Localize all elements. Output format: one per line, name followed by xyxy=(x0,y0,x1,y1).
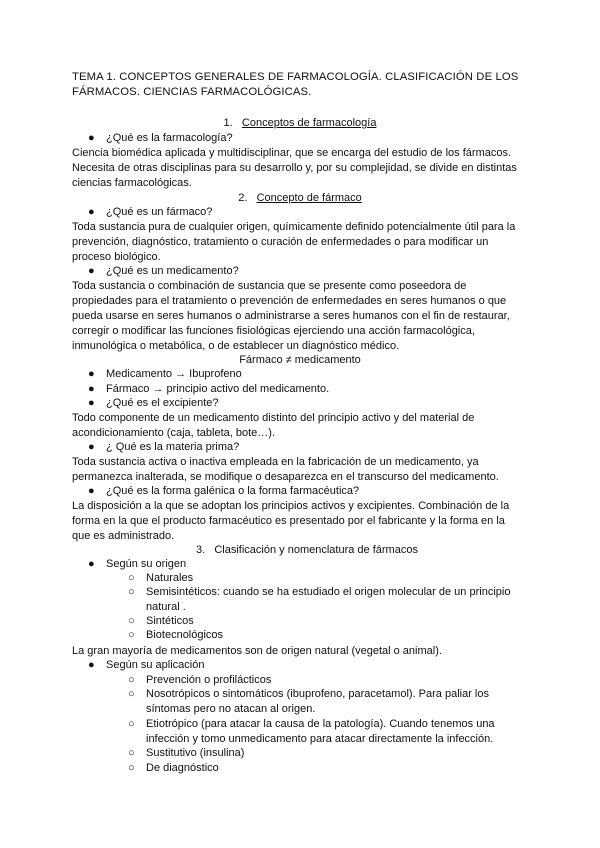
question-materia-prima: ¿ Qué es la materia prima? xyxy=(106,441,240,453)
paragraph-line: permanezca inalterada, se modifique o desaparezca en el transcurso del medicamento. xyxy=(72,471,499,483)
origen-item: Semisintéticos: cuando se ha estudiado el origen molecular de un principio xyxy=(146,586,511,598)
disc-bullet-icon: ● xyxy=(88,659,95,671)
classification-origen: Según su origen xyxy=(106,558,187,570)
paragraph-line: que es administrado. xyxy=(72,530,175,542)
circle-bullet-icon: ○ xyxy=(128,615,135,627)
farmaco-neq-medicamento: Fármaco ≠ medicamento xyxy=(239,354,361,366)
paragraph-line: Toda sustancia o combinación de sustancia que se presente como poseedora de xyxy=(72,280,467,292)
disc-bullet-icon: ● xyxy=(88,397,95,409)
disc-bullet-icon: ● xyxy=(88,383,95,395)
section-3-number: 3. xyxy=(196,544,206,556)
question-farmaco: ¿Qué es un fármaco? xyxy=(106,206,213,218)
paragraph-line: proceso biológico. xyxy=(72,251,161,263)
circle-bullet-icon: ○ xyxy=(128,747,135,759)
question-forma-galenica: ¿Qué es la forma galénica o la forma farmacéutica? xyxy=(106,485,360,497)
aplicacion-item: Etiotrópico (para atacar la causa de la patología). Cuando tenemos una xyxy=(146,718,495,730)
section-1-number: 1. xyxy=(223,117,233,129)
aplicacion-item: De diagnóstico xyxy=(146,762,219,774)
classification-aplicacion: Según su aplicación xyxy=(106,659,205,671)
paragraph-line: Ciencia biomédica aplicada y multidisciplinar, que se encarga del estudio de los fármacos. xyxy=(72,147,512,159)
paragraph-line: corregir o modificar las funciones fisiológicas ejerciendo una acción farmacológica, xyxy=(72,325,475,337)
paragraph-line: prevención, diagnóstico, tratamiento o curación de enfermedades o para modificar un xyxy=(72,236,489,248)
aplicacion-item-continuation: síntomas pero no atacan al origen. xyxy=(146,703,316,715)
example-farmaco: Fármaco → principio activo del medicamento. xyxy=(106,383,330,395)
circle-bullet-icon: ○ xyxy=(128,586,135,598)
origen-item: Biotecnológicos xyxy=(146,629,224,641)
circle-bullet-icon: ○ xyxy=(128,674,135,686)
section-2-title: Concepto de fármaco xyxy=(256,192,362,204)
disc-bullet-icon: ● xyxy=(88,558,95,570)
question-medicamento: ¿Qué es un medicamento? xyxy=(106,265,239,277)
aplicacion-item: Prevención o profilácticos xyxy=(146,674,272,686)
origen-item: Sintéticos xyxy=(146,615,194,627)
paragraph-line: Todo componente de un medicamento distinto del principio activo y del material de xyxy=(72,412,475,424)
circle-bullet-icon: ○ xyxy=(128,762,135,774)
disc-bullet-icon: ● xyxy=(88,485,95,497)
origen-item: Naturales xyxy=(146,572,194,584)
paragraph-line: acondicionamiento (caja, tableta, bote…). xyxy=(72,427,276,439)
paragraph-line: La disposición a la que se adoptan los principios activos y excipientes. Combinación de la xyxy=(72,500,510,512)
paragraph-line: forma en la que el producto farmacéutico es presentado por el fabricante y la forma en la xyxy=(72,515,505,527)
question-excipiente: ¿Qué es el excipiente? xyxy=(106,397,219,409)
paragraph-line: Toda sustancia pura de cualquier origen, químicamente definido potencialmente útil para la xyxy=(72,221,516,233)
origen-item-continuation: natural . xyxy=(146,601,186,613)
document-title-line-2: FÁRMACOS. CIENCIAS FARMACOLÓGICAS. xyxy=(72,86,312,98)
paragraph-line: La gran mayoría de medicamentos son de origen natural (vegetal o animal). xyxy=(72,645,442,657)
section-1-heading xyxy=(0,116,600,130)
circle-bullet-icon: ○ xyxy=(128,688,135,700)
paragraph-line: inmunológica o metabólica, o de establecer un diagnóstico médico. xyxy=(72,340,400,352)
circle-bullet-icon: ○ xyxy=(128,629,135,641)
aplicacion-item-continuation: infección y tomo unmedicamento para atacar directamente la infección. xyxy=(146,733,494,745)
section-3-heading xyxy=(196,543,418,557)
paragraph-line: ciencias farmacológicas. xyxy=(72,177,192,189)
paragraph-line: Toda sustancia activa o inactiva empleada en la fabricación de un medicamento, ya xyxy=(72,456,479,468)
disc-bullet-icon: ● xyxy=(88,368,95,380)
section-1-title: Conceptos de farmacología xyxy=(241,117,377,129)
section-2-heading xyxy=(0,191,600,205)
aplicacion-item: Nosotrópicos o sintomáticos (ibuprofeno, paracetamol). Para paliar los xyxy=(146,688,489,700)
disc-bullet-icon: ● xyxy=(88,132,95,144)
circle-bullet-icon: ○ xyxy=(128,718,135,730)
section-2-number: 2. xyxy=(238,192,248,204)
question-farmacologia: ¿Qué es la farmacología? xyxy=(106,132,233,144)
disc-bullet-icon: ● xyxy=(88,206,95,218)
example-medicamento: Medicamento → Ibuprofeno xyxy=(106,368,242,380)
disc-bullet-icon: ● xyxy=(88,441,95,453)
paragraph-line: pueda usarse en seres humanos o administrarse a seres humanos con el fin de restaurar, xyxy=(72,310,510,322)
paragraph-line: propiedades para el tratamiento o prevención de enfermedades en seres humanos o que xyxy=(72,295,507,307)
section-3-title: Clasificación y nomenclatura de fármacos xyxy=(214,544,418,556)
paragraph-line: Necesita de otras disciplinas para su desarrollo y, por su complejidad, se divide en distintas xyxy=(72,162,517,174)
circle-bullet-icon: ○ xyxy=(128,572,135,584)
aplicacion-item: Sustitutivo (insulina) xyxy=(146,747,245,759)
disc-bullet-icon: ● xyxy=(88,265,95,277)
document-title-line-1: TEMA 1. CONCEPTOS GENERALES DE FARMACOLOGÍA. CLASIFICACIÓN DE LOS xyxy=(72,71,519,83)
